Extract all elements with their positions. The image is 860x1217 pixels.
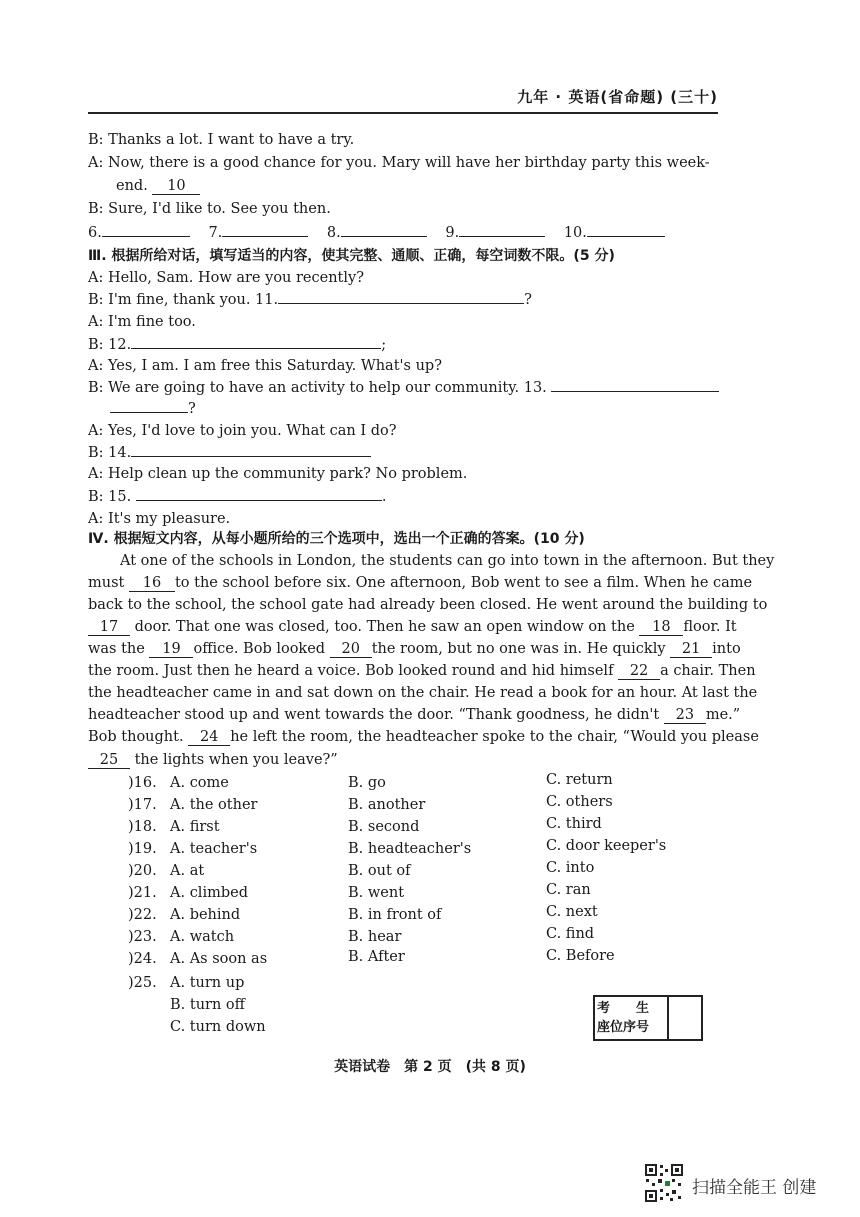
section-4-heading: Ⅳ. 根据短文内容，从每小题所给的三个选项中，选出一个正确的答案。(10 分)	[88, 531, 585, 547]
passage-text: must	[88, 575, 125, 591]
dialog-line: A: Hello, Sam. How are you recently?	[88, 270, 364, 286]
seat-label-line: 考 生	[597, 1001, 650, 1016]
blank-19: 19	[149, 641, 193, 658]
dialog-line	[88, 291, 532, 309]
blank-25: 25	[88, 752, 130, 769]
option-c[interactable]: C. into	[546, 860, 595, 876]
option-c[interactable]: C. door keeper's	[546, 838, 667, 854]
option-c[interactable]: C. Before	[546, 948, 615, 964]
passage-line	[88, 751, 338, 769]
dialog-line	[88, 444, 371, 462]
blank-22: 22	[618, 663, 660, 680]
dialog-line	[116, 177, 200, 195]
blank-21: 21	[670, 641, 712, 658]
dialog-line	[88, 336, 386, 354]
dialog-line: A: It's my pleasure.	[88, 511, 231, 527]
option-number: )17.	[128, 797, 157, 813]
blank-12[interactable]	[131, 348, 381, 349]
option-number: )22.	[128, 907, 157, 923]
answer-number: 6.	[88, 225, 102, 241]
dialog-text: B: 12.	[88, 337, 132, 353]
option-c[interactable]: C. turn down	[170, 1019, 266, 1035]
answer-line	[88, 224, 665, 242]
option-number: )25.	[128, 975, 157, 991]
option-b[interactable]: B. second	[348, 819, 420, 835]
passage-text: floor. It	[683, 619, 737, 635]
dialog-text: ?	[188, 401, 196, 417]
option-a[interactable]: A. behind	[170, 907, 241, 923]
answer-blank[interactable]	[222, 236, 308, 237]
option-a[interactable]: A. climbed	[170, 885, 248, 901]
dialog-line	[88, 488, 386, 506]
dialog-line: B: Thanks a lot. I want to have a try.	[88, 132, 355, 148]
passage-line	[88, 618, 737, 636]
dialog-line: A: Now, there is a good chance for you. Mary will have her birthday party this week-	[88, 155, 710, 171]
answer-number: 7.	[208, 225, 223, 241]
answer-number: 10.	[563, 225, 587, 241]
option-a[interactable]: A. watch	[170, 929, 235, 945]
option-b[interactable]: B. headteacher's	[348, 841, 472, 857]
answer-blank[interactable]	[459, 236, 545, 237]
dialog-line: A: Help clean up the community park? No problem.	[88, 466, 468, 482]
dialog-text: B: 14.	[88, 445, 132, 461]
passage-line	[88, 728, 759, 746]
scanner-text: 扫描全能王 创建	[692, 1178, 817, 1198]
passage-line	[88, 640, 741, 658]
seat-number-box	[593, 995, 703, 1041]
page-footer: 英语试卷 第 2 页 (共 8 页)	[334, 1059, 526, 1075]
option-b[interactable]: B. went	[348, 885, 405, 901]
option-c[interactable]: C. third	[546, 816, 602, 832]
passage-text: the room. Just then he heard a voice. Bob looked round and hid himself	[88, 663, 614, 679]
passage-text: office. Bob looked	[193, 641, 326, 657]
option-number: )21.	[128, 885, 157, 901]
dialog-text: ?	[524, 292, 532, 308]
passage-text: Bob thought.	[88, 729, 184, 745]
dialog-text: B: I'm fine, thank you. 11.	[88, 292, 279, 308]
option-a[interactable]: A. first	[170, 819, 220, 835]
blank-15[interactable]	[136, 500, 382, 501]
option-b[interactable]: B. in front of	[348, 907, 442, 923]
option-number: )24.	[128, 951, 157, 967]
passage-text: the room, but no one was in. He quickly	[371, 641, 666, 657]
dialog-line: A: I'm fine too.	[88, 314, 196, 330]
seat-label	[597, 999, 667, 1037]
option-b[interactable]: B. After	[348, 949, 405, 965]
option-c[interactable]: C. next	[546, 904, 598, 920]
option-number: )16.	[128, 775, 157, 791]
answer-blank[interactable]	[341, 236, 427, 237]
option-number: )20.	[128, 863, 157, 879]
option-number: )23.	[128, 929, 157, 945]
page-header-title: 九年 · 英语(省命题) (三十)	[517, 88, 718, 106]
option-a[interactable]: A. teacher's	[170, 841, 258, 857]
blank-13-continued[interactable]	[110, 412, 188, 413]
section-3-heading: Ⅲ. 根据所给对话，填写适当的内容，使其完整、通顺、正确，每空词数不限。(5 分)	[88, 248, 615, 264]
blank-13[interactable]	[551, 391, 719, 392]
passage-text: door. That one was closed, too. Then he saw an open window on the	[134, 619, 635, 635]
passage-line	[88, 574, 752, 592]
answer-blank[interactable]	[587, 236, 665, 237]
passage-text: headteacher stood up and went towards the door. “Thank goodness, he didn't	[88, 707, 660, 723]
dialog-text: end.	[116, 178, 148, 194]
passage-text: the lights when you leave?”	[134, 752, 338, 768]
option-b[interactable]: B. go	[348, 775, 386, 791]
blank-23: 23	[664, 707, 706, 724]
option-number: )18.	[128, 819, 157, 835]
passage-text: to the school before six. One afternoon, Bob went to see a film. When he came	[174, 575, 753, 591]
dialog-text: .	[381, 489, 387, 505]
blank-17: 17	[88, 619, 130, 636]
option-a[interactable]: A. the other	[170, 797, 258, 813]
option-b[interactable]: B. out of	[348, 863, 411, 879]
option-number: )19.	[128, 841, 157, 857]
passage-text: a chair. Then	[660, 663, 756, 679]
option-c[interactable]: C. return	[546, 772, 613, 788]
qr-code-icon	[644, 1163, 684, 1203]
answer-number: 8.	[326, 225, 341, 241]
seat-label-line: 座位序号	[597, 1020, 650, 1035]
option-b[interactable]: B. another	[348, 797, 426, 813]
dialog-text: ;	[381, 337, 387, 353]
blank-11[interactable]	[278, 303, 524, 304]
option-c[interactable]: C. others	[546, 794, 613, 810]
passage-line	[88, 662, 756, 680]
passage-line: back to the school, the school gate had already been closed. He went around the building to	[88, 597, 768, 613]
option-a[interactable]: A. As soon as	[170, 951, 268, 967]
passage-text: me.”	[705, 707, 741, 723]
passage-text: into	[712, 641, 741, 657]
blank-20: 20	[330, 641, 372, 658]
passage-line: At one of the schools in London, the students can go into town in the afternoon. But they	[120, 553, 775, 569]
option-a[interactable]: A. turn up	[170, 975, 245, 991]
option-c[interactable]: C. find	[546, 926, 595, 942]
answer-blank[interactable]	[102, 236, 190, 237]
dialog-line	[88, 379, 719, 397]
blank-18: 18	[639, 619, 683, 636]
dialog-line: A: Yes, I am. I am free this Saturday. What's up?	[88, 358, 442, 374]
passage-text: was the	[88, 641, 145, 657]
option-a[interactable]: A. at	[170, 863, 205, 879]
blank-24: 24	[188, 729, 230, 746]
passage-text: he left the room, the headteacher spoke to the chair, “Would you please	[230, 729, 759, 745]
blank-10: 10	[152, 178, 200, 195]
option-b[interactable]: B. hear	[348, 929, 402, 945]
option-c[interactable]: C. ran	[546, 882, 591, 898]
header-rule	[88, 112, 718, 114]
dialog-line	[110, 400, 196, 418]
option-a[interactable]: A. come	[170, 775, 229, 791]
dialog-line: A: Yes, I'd love to join you. What can I do?	[88, 423, 397, 439]
option-b[interactable]: B. turn off	[170, 997, 245, 1013]
passage-line	[88, 706, 740, 724]
dialog-text: B: We are going to have an activity to help our community. 13.	[88, 380, 547, 396]
seat-divider	[667, 997, 669, 1039]
passage-line: the headteacher came in and sat down on the chair. He read a book for an hour. At last the	[88, 685, 758, 701]
blank-16: 16	[129, 575, 175, 592]
dialog-text: B: 15.	[88, 489, 132, 505]
blank-14[interactable]	[131, 456, 371, 457]
answer-number: 9.	[445, 225, 460, 241]
dialog-line: B: Sure, I'd like to. See you then.	[88, 201, 331, 217]
